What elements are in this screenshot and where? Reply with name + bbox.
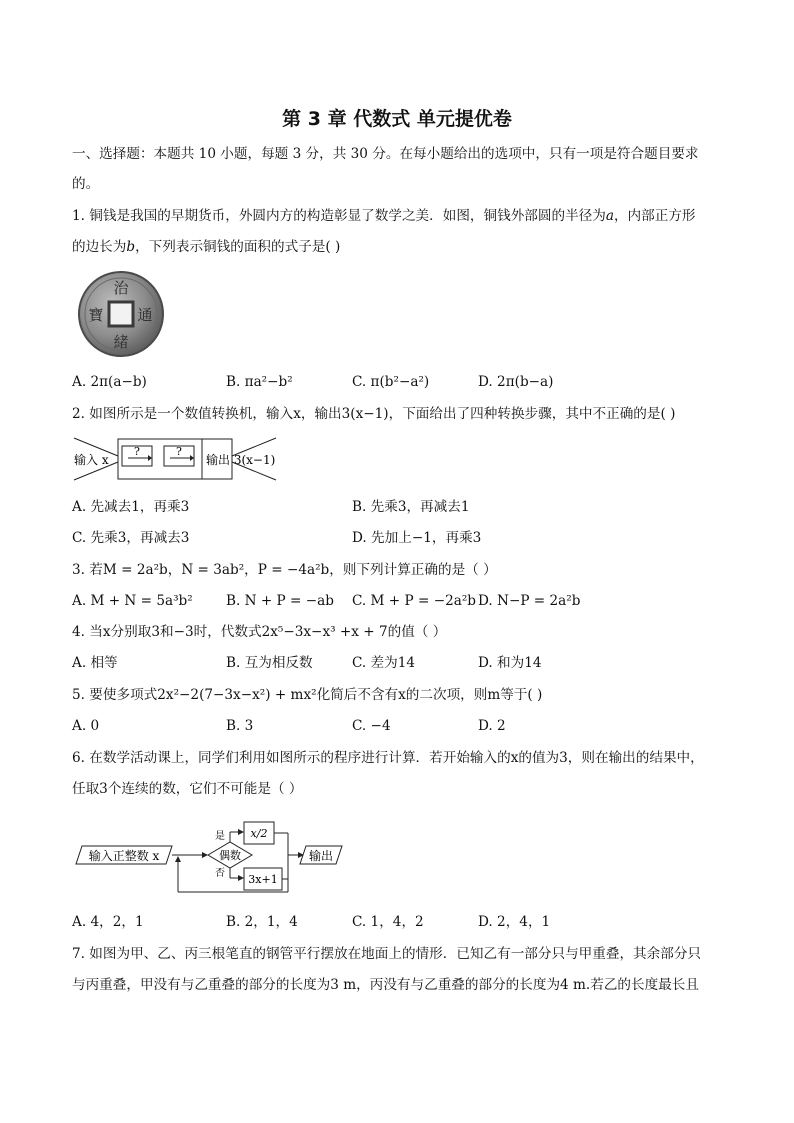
q4-option-a: A. 相等 — [72, 655, 118, 671]
coin-image — [74, 271, 168, 357]
q3-option-c: C. M + P = −2a²b — [352, 593, 476, 609]
q1-option-d: D. 2π(b−a) — [478, 374, 554, 390]
q1-option-a: A. 2π(a−b) — [72, 374, 147, 390]
program-flowchart — [74, 820, 346, 898]
q4-text-line1: 4. 当x分别取3和−3时，代数式2x⁵−3x−x³ +x + 7的值（ ） — [72, 624, 447, 640]
q1-option-b: B. πa²−b² — [226, 374, 293, 390]
q6-option-a: A. 4，2，1 — [72, 914, 144, 930]
diagram-input-label: 输入 x — [74, 453, 109, 467]
flow-no-label: 否 — [215, 868, 225, 879]
diagram-output-label: 输出 3(x−1) — [206, 453, 276, 467]
q5-option-d: D. 2 — [478, 718, 506, 734]
q1-var-a: a — [605, 208, 614, 224]
section-instruction-line2: 的。 — [72, 176, 100, 192]
section-instruction-line1: 一、选择题：本题共 10 小题，每题 3 分，共 30 分。在每小题给出的选项中，只有一项是符合题目要求 — [72, 146, 699, 162]
q2-option-a: A. 先减去1，再乘3 — [72, 499, 190, 515]
q7-text-line1: 7. 如图为甲、乙、丙三根笔直的钢管平行摆放在地面上的情形．已知乙有一部分只与甲重叠，其余部分只 — [72, 946, 702, 962]
flow-half-label: x/2 — [250, 827, 268, 840]
coin-char-left: 寶 — [88, 306, 104, 324]
coin-char-top: 治 — [113, 279, 129, 297]
flow-decision-label: 偶数 — [219, 849, 241, 862]
q1-text-part: 的边长为 — [72, 239, 127, 255]
q7-text-line2: 与丙重叠，甲没有与乙重叠的部分的长度为3 m，丙没有与乙重叠的部分的长度为4 m.若乙的长度最长且 — [72, 977, 699, 993]
flow-output-label: 输出 — [308, 849, 334, 863]
q4-option-d: D. 和为14 — [478, 655, 542, 671]
q1-text-line2 — [72, 237, 340, 257]
q1-text-part: ，下列表示铜钱的面积的式子是( ) — [135, 239, 341, 255]
q2-text-line1: 2. 如图所示是一个数值转换机，输入x，输出3(x−1)，下面给出了四种转换步骤，其中不正确的是( ) — [72, 406, 676, 422]
q2-option-c: C. 先乘3，再减去3 — [72, 530, 190, 546]
q4-option-b: B. 互为相反数 — [226, 655, 313, 671]
coin-char-right: 通 — [137, 306, 153, 324]
q5-text-line1: 5. 要使多项式2x²−2(7−3x−x²) + mx²化简后不含有x的二次项，则m等于( ) — [72, 687, 543, 703]
diagram-box1-label: ? — [134, 445, 140, 458]
flow-triple-label: 3x+1 — [248, 873, 278, 886]
diagram-box2-label: ? — [176, 445, 182, 458]
q1-option-c: C. π(b²−a²) — [352, 374, 430, 390]
q1-text-line1 — [72, 206, 696, 226]
q3-text-line1: 3. 若M = 2a²b，N = 3ab²，P = −4a²b，则下列计算正确的是（ ） — [72, 562, 497, 578]
q3-option-a: A. M + N = 5a³b² — [72, 593, 193, 609]
q4-option-c: C. 差为14 — [352, 655, 416, 671]
q2-option-d: D. 先加上−1，再乘3 — [352, 530, 482, 546]
q5-option-b: B. 3 — [226, 718, 254, 734]
q6-option-c: C. 1，4，2 — [352, 914, 424, 930]
q6-text-line2: 任取3个连续的数，它们不可能是（ ） — [72, 781, 303, 797]
q2-option-b: B. 先乘3，再减去1 — [352, 499, 470, 515]
flow-yes-label: 是 — [215, 831, 225, 842]
q5-option-c: C. −4 — [352, 718, 391, 734]
q1-var-b: b — [126, 239, 136, 255]
q1-text-part: 1. 铜钱是我国的早期货币，外圆内方的构造彰显了数学之美．如图，铜钱外部圆的半径为 — [72, 208, 606, 224]
flow-input-label: 输入正整数 x — [88, 849, 160, 863]
q6-option-d: D. 2，4，1 — [478, 914, 551, 930]
q3-option-d: D. N−P = 2a²b — [478, 593, 581, 609]
q6-option-b: B. 2，1，4 — [226, 914, 298, 930]
q6-text-line1: 6. 在数学活动课上，同学们利用如图所示的程序进行计算．若开始输入的x的值为3，则在输出的结果中， — [72, 750, 704, 766]
page-title: 第 3 章 代数式 单元提优卷 — [282, 108, 512, 130]
q5-option-a: A. 0 — [72, 718, 100, 734]
q3-option-b: B. N + P = −ab — [226, 593, 334, 609]
conversion-machine-diagram — [72, 434, 278, 484]
q1-text-part: ，内部正方形 — [613, 208, 696, 224]
coin-char-bottom: 緒 — [113, 333, 129, 351]
